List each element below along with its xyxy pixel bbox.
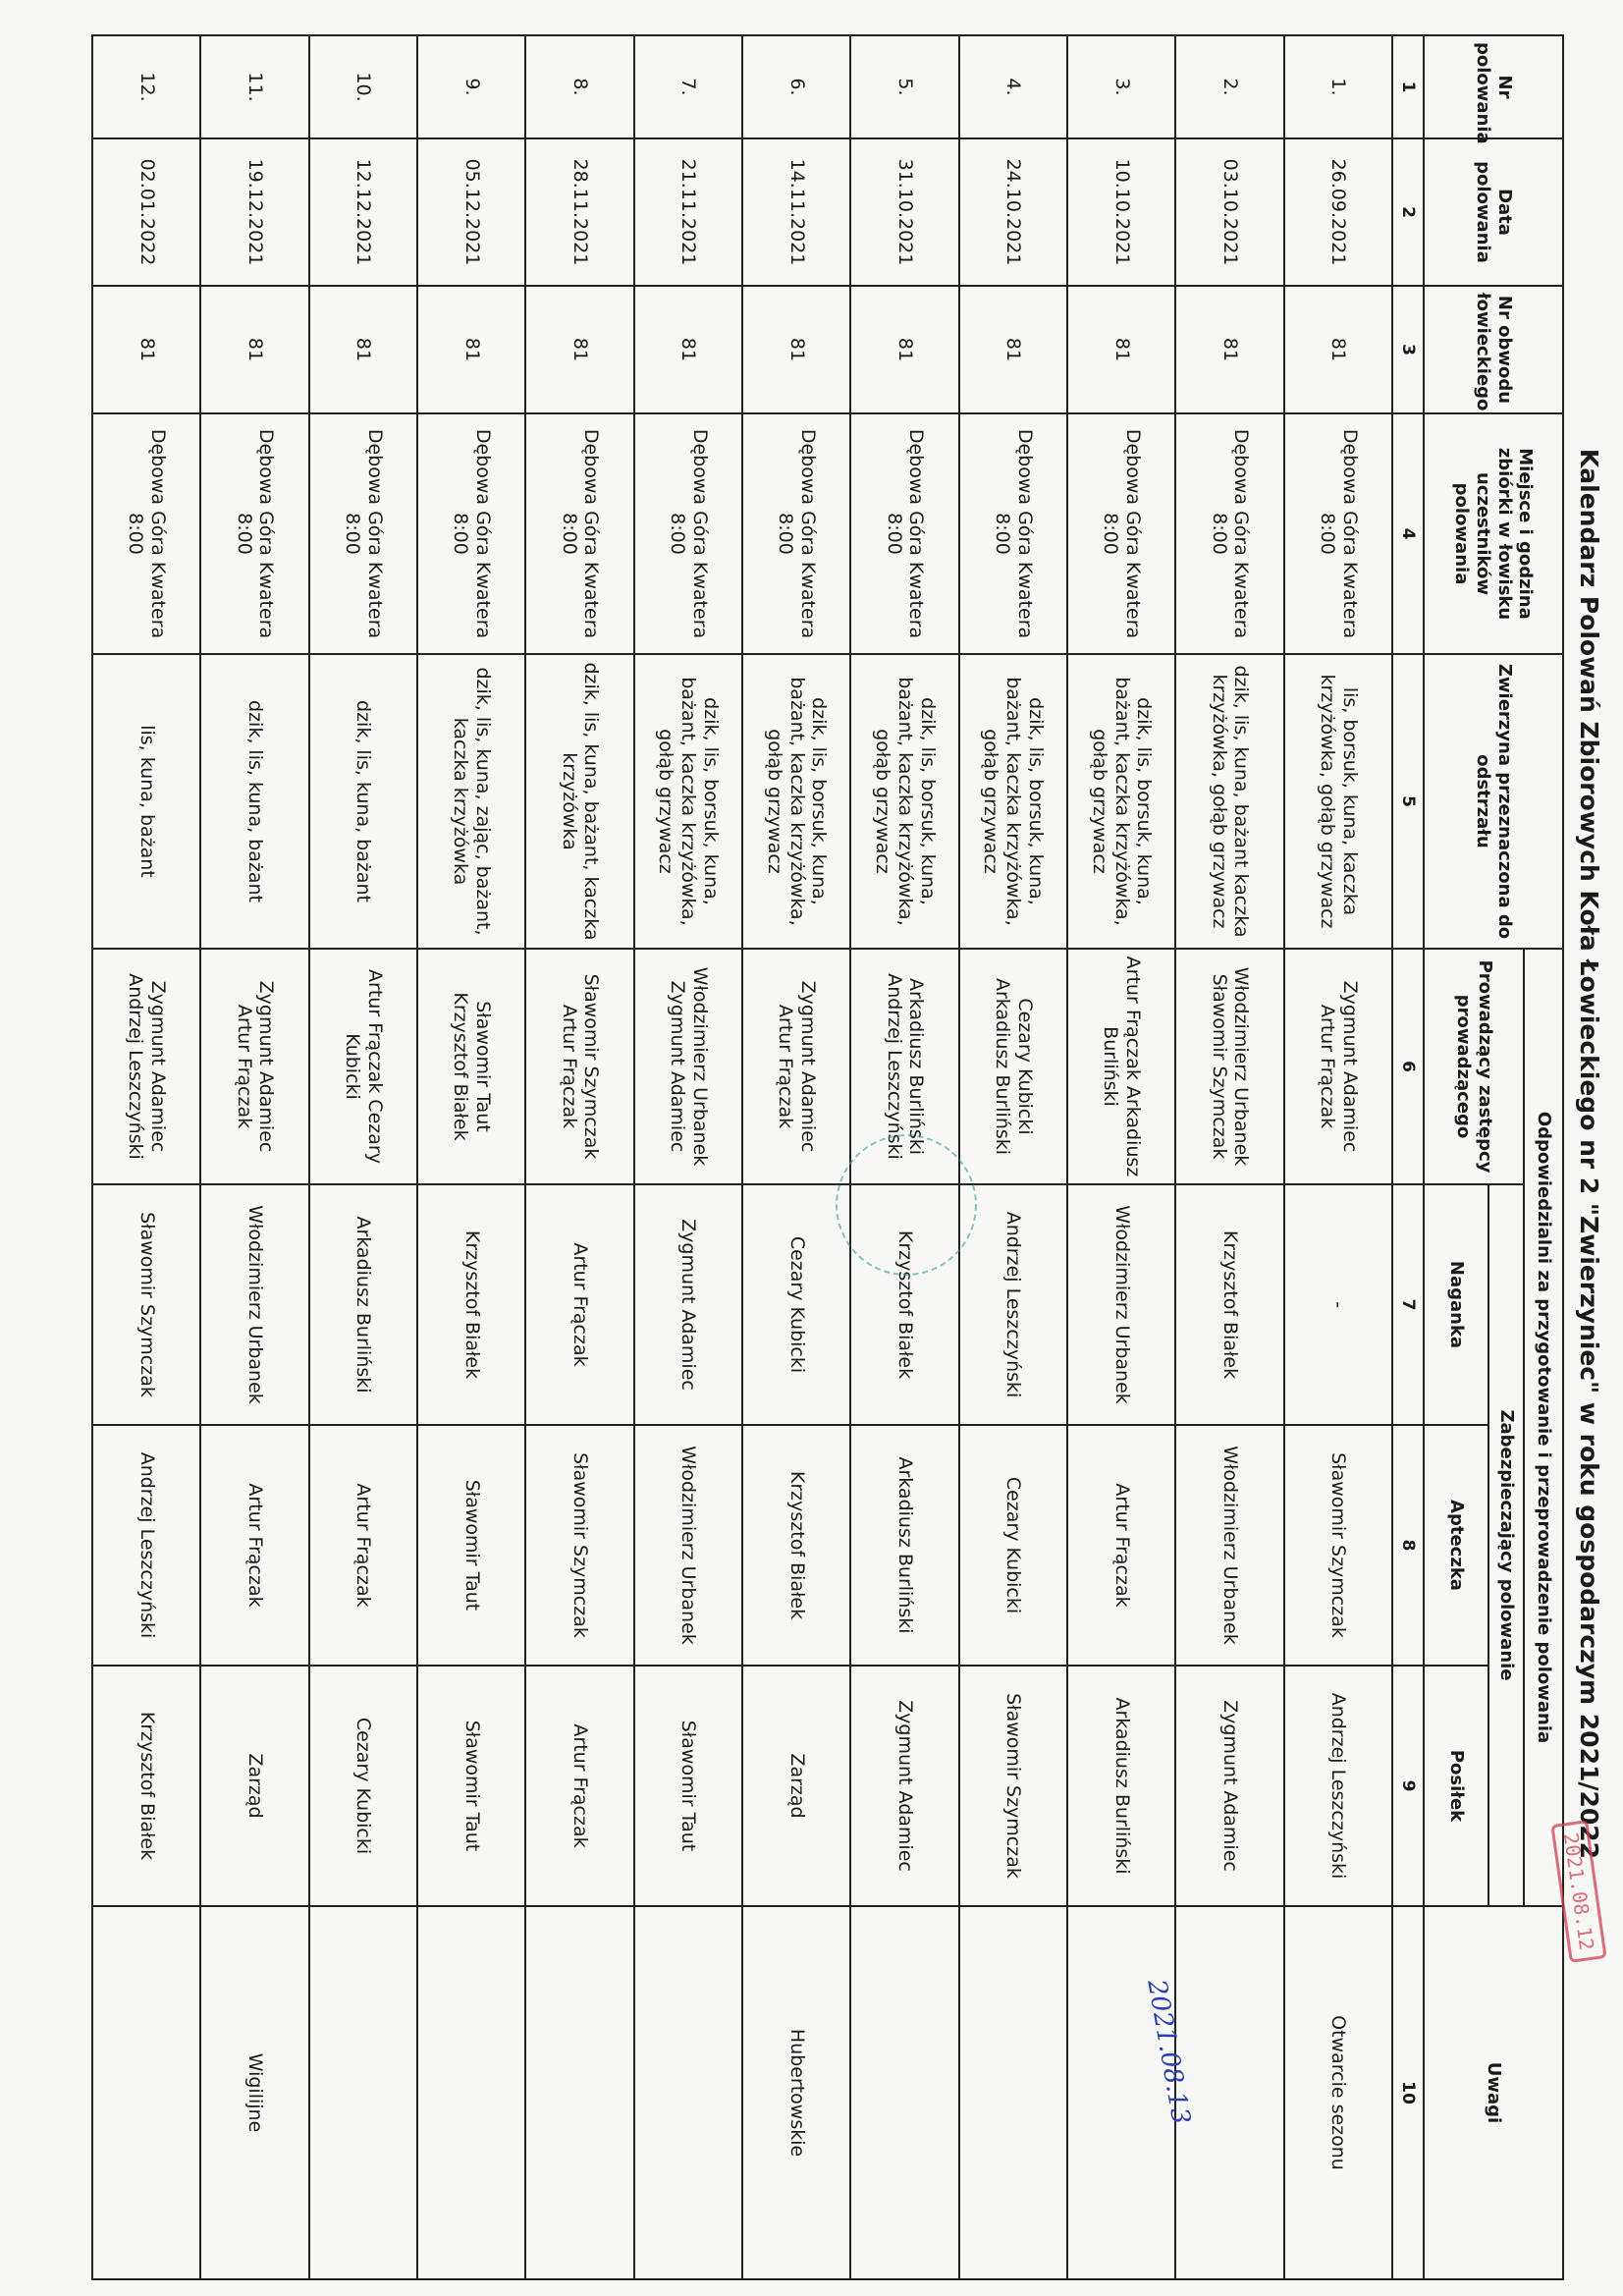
cell-miejsce: Dębowa Góra Kwatera 8:00 [525, 413, 633, 654]
cell-posilek: Zygmunt Adamiec [1175, 1666, 1283, 1906]
header-prowadzacy: Prowadzący zastępcy prowadzącego [1424, 949, 1524, 1184]
cell-uwagi [850, 1906, 958, 2279]
cell-prowadzacy: Arkadiusz Burliński Andrzej Leszczyński [850, 949, 958, 1184]
cell-miejsce: Dębowa Góra Kwatera 8:00 [634, 413, 742, 654]
column-number: 4 [1392, 413, 1424, 654]
cell-naganka: Zygmunt Adamiec [634, 1184, 742, 1425]
table-row [525, 35, 633, 2279]
column-number: 5 [1392, 654, 1424, 949]
cell-zwierzyna: dzik, lis, kuna, bażant [200, 654, 308, 949]
header-nr: Nr polowania [1424, 35, 1563, 138]
table-row [1284, 35, 1392, 2279]
cell-nr: 10. [309, 35, 417, 138]
header-odpowiedzialni: Odpowiedzialni za przygotowanie i przeprowadzenie polowania [1524, 949, 1563, 1906]
header-apteczka: Apteczka [1424, 1425, 1488, 1666]
cell-uwagi [1067, 1906, 1175, 2279]
cell-nr: 8. [525, 35, 633, 138]
cell-apteczka: Sławomir Szymczak [525, 1425, 633, 1666]
header-uwagi: Uwagi [1424, 1906, 1563, 2279]
cell-apteczka: Włodzimierz Urbanek [1175, 1425, 1283, 1666]
cell-data: 12.12.2021 [309, 138, 417, 286]
header-zwierzyna: Zwierzyna przeznaczona do odstrzału [1424, 654, 1563, 949]
cell-nr: 3. [1067, 35, 1175, 138]
header-data: Data polowania [1424, 138, 1563, 286]
cell-prowadzacy: Zygmunt Adamiec Artur Frączak [742, 949, 850, 1184]
cell-miejsce: Dębowa Góra Kwatera 8:00 [850, 413, 958, 654]
cell-data: 05.12.2021 [417, 138, 525, 286]
cell-posilek: Artur Frączak [525, 1666, 633, 1906]
cell-zwierzyna: dzik, lis, kuna, zając, bażant, kaczka krzyżówka [417, 654, 525, 949]
cell-apteczka: Artur Frączak [1067, 1425, 1175, 1666]
header-obwod: Nr obwodu łowieckiego [1424, 286, 1563, 413]
cell-zwierzyna: dzik, lis, kuna, bażant, kaczka krzyżówka [525, 654, 633, 949]
cell-uwagi [634, 1906, 742, 2279]
header-zabezpieczajacy: Zabezpieczający polowanie [1488, 1184, 1524, 1906]
cell-zwierzyna: lis, borsuk, kuna, kaczka krzyżówka, gołąb grzywacz [1284, 654, 1392, 949]
cell-zwierzyna: dzik, lis, kuna, bażant kaczka krzyżówka, gołąb grzywacz [1175, 654, 1283, 949]
cell-data: 26.09.2021 [1284, 138, 1392, 286]
cell-naganka: Cezary Kubicki [742, 1184, 850, 1425]
cell-zwierzyna: dzik, lis, borsuk, kuna, bażant, kaczka krzyżówka, gołąb grzywacz [634, 654, 742, 949]
cell-naganka: Krzysztof Białek [850, 1184, 958, 1425]
column-number: 7 [1392, 1184, 1424, 1425]
cell-nr: 6. [742, 35, 850, 138]
cell-zwierzyna: dzik, lis, borsuk, kuna, bażant, kaczka krzyżówka, gołąb grzywacz [742, 654, 850, 949]
cell-obwod: 81 [200, 286, 308, 413]
handwritten-date-signature: 2021.08.13 [1141, 1977, 1196, 2127]
column-number: 10 [1392, 1906, 1424, 2279]
cell-obwod: 81 [1284, 286, 1392, 413]
column-number: 1 [1392, 35, 1424, 138]
cell-data: 14.11.2021 [742, 138, 850, 286]
cell-data: 10.10.2021 [1067, 138, 1175, 286]
cell-miejsce: Dębowa Góra Kwatera 8:00 [1175, 413, 1283, 654]
cell-miejsce: Dębowa Góra Kwatera 8:00 [1067, 413, 1175, 654]
cell-zwierzyna: dzik, lis, borsuk, kuna, bażant, kaczka krzyżówka, gołąb grzywacz [850, 654, 958, 949]
cell-data: 31.10.2021 [850, 138, 958, 286]
cell-apteczka: Artur Frączak [200, 1425, 308, 1666]
cell-nr: 5. [850, 35, 958, 138]
cell-nr: 4. [959, 35, 1067, 138]
column-number: 6 [1392, 949, 1424, 1184]
cell-obwod: 81 [850, 286, 958, 413]
hunting-calendar-table [91, 34, 1564, 2280]
cell-naganka: Włodzimierz Urbanek [200, 1184, 308, 1425]
date-stamp: 2021.08.12 [1550, 1820, 1606, 1963]
cell-uwagi [92, 1906, 200, 2279]
cell-uwagi: Wigilijne [200, 1906, 308, 2279]
table-row [417, 35, 525, 2279]
cell-miejsce: Dębowa Góra Kwatera 8:00 [92, 413, 200, 654]
cell-apteczka: Artur Frączak [309, 1425, 417, 1666]
cell-obwod: 81 [1175, 286, 1283, 413]
cell-prowadzacy: Zygmunt Adamiec Andrzej Leszczyński [92, 949, 200, 1184]
cell-obwod: 81 [634, 286, 742, 413]
cell-apteczka: Andrzej Leszczyński [92, 1425, 200, 1666]
cell-uwagi [525, 1906, 633, 2279]
header-miejsce: Miejsce i godzina zbiórki w łowisku uczestników polowania [1424, 413, 1563, 654]
cell-prowadzacy: Włodzimierz Urbanek Sławomir Szymczak [1175, 949, 1283, 1184]
faint-seal-mark [836, 1134, 977, 1276]
cell-naganka: Krzysztof Białek [417, 1184, 525, 1425]
rotated-document-page [74, 25, 1605, 2283]
cell-obwod: 81 [1067, 286, 1175, 413]
cell-data: 02.01.2022 [92, 138, 200, 286]
cell-apteczka: Cezary Kubicki [959, 1425, 1067, 1666]
cell-posilek: Zarząd [200, 1666, 308, 1906]
cell-prowadzacy: Zygmunt Adamiec Artur Frączak [1284, 949, 1392, 1184]
cell-data: 28.11.2021 [525, 138, 633, 286]
cell-prowadzacy: Artur Frączak Cezary Kubicki [309, 949, 417, 1184]
cell-posilek: Krzysztof Białek [92, 1666, 200, 1906]
cell-uwagi [417, 1906, 525, 2279]
cell-data: 21.11.2021 [634, 138, 742, 286]
column-number-row [1392, 35, 1424, 2279]
cell-posilek: Zarząd [742, 1666, 850, 1906]
column-number: 9 [1392, 1666, 1424, 1906]
cell-miejsce: Dębowa Góra Kwatera 8:00 [200, 413, 308, 654]
cell-nr: 11. [200, 35, 308, 138]
cell-apteczka: Krzysztof Białek [742, 1425, 850, 1666]
cell-prowadzacy: Sławomir Szymczak Artur Frączak [525, 949, 633, 1184]
cell-nr: 9. [417, 35, 525, 138]
column-number: 8 [1392, 1425, 1424, 1666]
cell-prowadzacy: Zygmunt Adamiec Artur Frączak [200, 949, 308, 1184]
cell-nr: 7. [634, 35, 742, 138]
cell-nr: 2. [1175, 35, 1283, 138]
table-row [634, 35, 742, 2279]
header-naganka: Naganka [1424, 1184, 1488, 1425]
cell-zwierzyna: dzik, lis, kuna, bażant [309, 654, 417, 949]
cell-miejsce: Dębowa Góra Kwatera 8:00 [742, 413, 850, 654]
cell-uwagi: Hubertowskie [742, 1906, 850, 2279]
cell-naganka: - [1284, 1184, 1392, 1425]
cell-data: 03.10.2021 [1175, 138, 1283, 286]
cell-posilek: Andrzej Leszczyński [1284, 1666, 1392, 1906]
cell-nr: 1. [1284, 35, 1392, 138]
cell-data: 24.10.2021 [959, 138, 1067, 286]
cell-prowadzacy: Cezary Kubicki Arkadiusz Burliński [959, 949, 1067, 1184]
cell-posilek: Zygmunt Adamiec [850, 1666, 958, 1906]
cell-uwagi: Otwarcie sezonu [1284, 1906, 1392, 2279]
table-row [1067, 35, 1175, 2279]
table-row [92, 35, 200, 2279]
cell-naganka: Krzysztof Białek [1175, 1184, 1283, 1425]
header-posilek: Posiłek [1424, 1666, 1488, 1906]
cell-apteczka: Sławomir Taut [417, 1425, 525, 1666]
cell-obwod: 81 [525, 286, 633, 413]
cell-prowadzacy: Włodzimierz Urbanek Zygmunt Adamiec [634, 949, 742, 1184]
cell-zwierzyna: dzik, lis, borsuk, kuna, bażant, kaczka krzyżówka, gołąb grzywacz [1067, 654, 1175, 949]
cell-naganka: Arkadiusz Burliński [309, 1184, 417, 1425]
cell-data: 19.12.2021 [200, 138, 308, 286]
table-row [309, 35, 417, 2279]
cell-naganka: Sławomir Szymczak [92, 1184, 200, 1425]
cell-miejsce: Dębowa Góra Kwatera 8:00 [1284, 413, 1392, 654]
cell-obwod: 81 [959, 286, 1067, 413]
cell-miejsce: Dębowa Góra Kwatera 8:00 [309, 413, 417, 654]
cell-miejsce: Dębowa Góra Kwatera 8:00 [417, 413, 525, 654]
cell-obwod: 81 [417, 286, 525, 413]
cell-posilek: Sławomir Taut [417, 1666, 525, 1906]
cell-naganka: Włodzimierz Urbanek [1067, 1184, 1175, 1425]
cell-prowadzacy: Artur Frączak Arkadiusz Burliński [1067, 949, 1175, 1184]
cell-miejsce: Dębowa Góra Kwatera 8:00 [959, 413, 1067, 654]
cell-obwod: 81 [92, 286, 200, 413]
cell-zwierzyna: dzik, lis, borsuk, kuna, bażant, kaczka krzyżówka, gołąb grzywacz [959, 654, 1067, 949]
document-title: Kalendarz Polowań Zbiorowych Koła Łowieckiego nr 2 "Zwierzyniec" w roku gospodarczym 2021/2022 [1575, 448, 1603, 1860]
cell-obwod: 81 [309, 286, 417, 413]
table-row [200, 35, 308, 2279]
cell-posilek: Arkadiusz Burliński [1067, 1666, 1175, 1906]
cell-naganka: Andrzej Leszczyński [959, 1184, 1067, 1425]
cell-apteczka: Sławomir Szymczak [1284, 1425, 1392, 1666]
table-row [742, 35, 850, 2279]
cell-posilek: Sławomir Taut [634, 1666, 742, 1906]
cell-nr: 12. [92, 35, 200, 138]
cell-uwagi [1175, 1906, 1283, 2279]
cell-posilek: Sławomir Szymczak [959, 1666, 1067, 1906]
cell-naganka: Artur Frączak [525, 1184, 633, 1425]
table-row [1175, 35, 1283, 2279]
cell-apteczka: Włodzimierz Urbanek [634, 1425, 742, 1666]
table-row [959, 35, 1067, 2279]
cell-obwod: 81 [742, 286, 850, 413]
cell-zwierzyna: lis, kuna, bażant [92, 654, 200, 949]
column-number: 2 [1392, 138, 1424, 286]
cell-uwagi [309, 1906, 417, 2279]
cell-uwagi [959, 1906, 1067, 2279]
column-number: 3 [1392, 286, 1424, 413]
cell-prowadzacy: Sławomir Taut Krzysztof Białek [417, 949, 525, 1184]
cell-apteczka: Arkadiusz Burliński [850, 1425, 958, 1666]
cell-posilek: Cezary Kubicki [309, 1666, 417, 1906]
